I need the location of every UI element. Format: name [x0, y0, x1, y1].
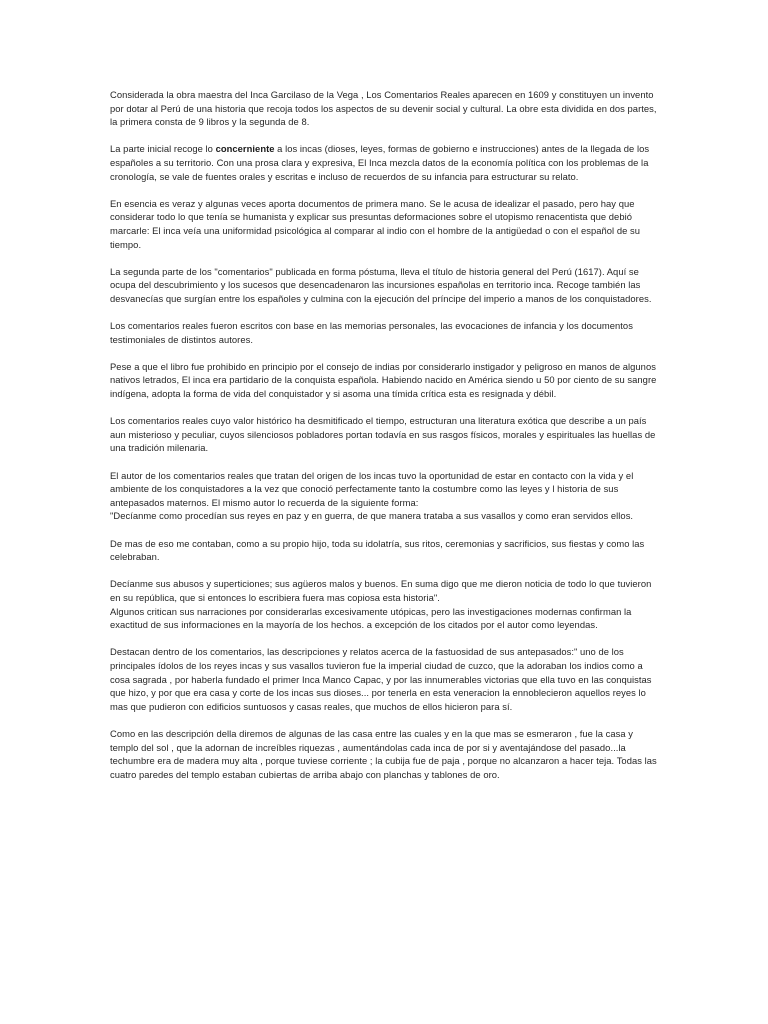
- paragraph-sources: Los comentarios reales fueron escritos con base en las memorias personales, las evocaciones de infancia y los documentos testimoniales de distintos autores.: [110, 320, 633, 345]
- paragraph-intro: Considerada la obra maestra del Inca Garcilaso de la Vega , Los Comentarios Reales aparecen en 1609 y constituyen un invento por dotar al Perú de una historia que recoja todos los aspectos de su devenir social y cultural. La obre esta dividida en dos partes, la primera consta de 9 libros y la segunda de 8.: [110, 89, 657, 128]
- paragraph-author-contact: El autor de los comentarios reales que tratan del origen de los incas tuvo la oportunidad de estar en contacto con la vida y el ambiente de los conquistadores a la vez que conoció perfectamente tanto la costumbre como las leyes y l historia de sus antepasados maternos. El mismo autor lo recuerda de la siguiente forma: "Decíanme como procedían sus reyes en paz y en guerra, de que manera trataba a sus vasallos y como eran servidos ellos.: [110, 469, 634, 522]
- paragraph-second-part: La segunda parte de los "comentarios" publicada en forma póstuma, lleva el título de historia general del Perú (1617). Aquí se ocupa del descubrimiento y los sucesos que desencadenaron las incursiones españolas en territorio inca. Recoge también las desvanecías que surgían entre los españoles y culmina con la ejecución del príncipe del imperio a manos de los conquistadores.: [110, 265, 652, 304]
- paragraph-superstitions: Decíanme sus abusos y superticiones; sus agüeros malos y buenos. En suma digo que me dieron noticia de todo lo que tuvieron en su república, que si entonces lo escribiera fuera mas copiosa esta historia". Algunos critican sus narraciones por considerarlas excesivamente utópicas, pero las investigaciones modernas confirman la exactitud de sus informaciones en la mayoría de los hechos. a excepción de los citados por el autor como leyendas.: [110, 578, 652, 631]
- paragraph-prohibition: Pese a que el libro fue prohibido en principio por el consejo de indias por considerarlo instigador y peligroso en manos de algunos nativos letrados, El inca era partidario de la conquista española. Habiendo nacido en América siendo u 50 por ciento de su sangre indígena, adopta la forma de vida del conquistador y si asoma una tímida crítica esta es resignada y débil.: [110, 360, 657, 400]
- paragraph-idolatry: De mas de eso me contaban, como a su propio hijo, toda su idolatría, sus ritos, ceremonias y sacrificios, sus fiestas y como las celebraban.: [110, 537, 645, 563]
- paragraph-exotic-literature: Los comentarios reales cuyo valor histórico ha desmitificado el tiempo, estructuran una literatura exótica que describe a un país aun misterioso y peculiar, cuyos silenciosos pobladores portan todavía en sus rasgos físicos, morales y espirituales las huellas de una tradición milenaria.: [110, 415, 656, 454]
- bold-word-concerniente: concerniente: [215, 143, 275, 155]
- paragraph-cuzco: Destacan dentro de los comentarios, las descripciones y relatos acerca de la fastuosidad de sus antepasados:" uno de los principales ídolos de los reyes incas y sus vasallos tuvieron fue la imperial ciudad de cuzco, que la adoraban los indios como a cosa sagrada , por haberla fundado el primer Inca Manco Capac, y por las innumerables victorias que ella tuvo en las conquistas que hizo, y por que era casa y corte de los incas sus dioses... por tenerla en esta veneracion la ennoblecieron aquellos reyes lo mas que pudieron con edificios suntuosos y casas reales, que muchos de ellos hicieron para sí.: [110, 646, 652, 712]
- paragraph-first-part-rest: a los incas (dioses, leyes, formas de gobierno e instrucciones) antes de la llegada de los españoles a su territorio. Con una prosa clara y expresiva, El Inca mezcla datos de la economía política con los problemas de la cronología, se vale de fuentes orales y escritas e incluso de recuerdos de su infancia para estructurar su relato.: [110, 143, 650, 182]
- document-page: [110, 88, 660, 795]
- paragraph-first-part-start: La parte inicial recoge lo: [110, 143, 216, 155]
- paragraph-temple-of-sun: Como en las descripción della diremos de algunas de las casa entre las cuales y en la que mas se esmeraron , fue la casa y templo del sol , que la adornan de increíbles riquezas , aumentándolas cada inca de por si y aventajándose del pasado...la techumbre era de madera muy alta , porque tuviese corriente ; la cubija fue de paja , porque no alcanzaron a hacer teja. Todas las cuatro paredes del templo estaban cubiertas de arriba abajo con planchas y tablones de oro.: [110, 727, 657, 780]
- paragraph-essence: En esencia es veraz y algunas veces aporta documentos de primera mano. Se le acusa de idealizar el pasado, pero hay que considerar todo lo que tenía se humanista y explicar sus presuntas deformaciones sobre el utopismo renacentista que debió marcarle: El inca veía una uniformidad psicológica al comparar al indio con el hombre de la antigüedad o con el español de su tiempo.: [110, 197, 640, 250]
- paragraph-first-part: [110, 142, 660, 183]
